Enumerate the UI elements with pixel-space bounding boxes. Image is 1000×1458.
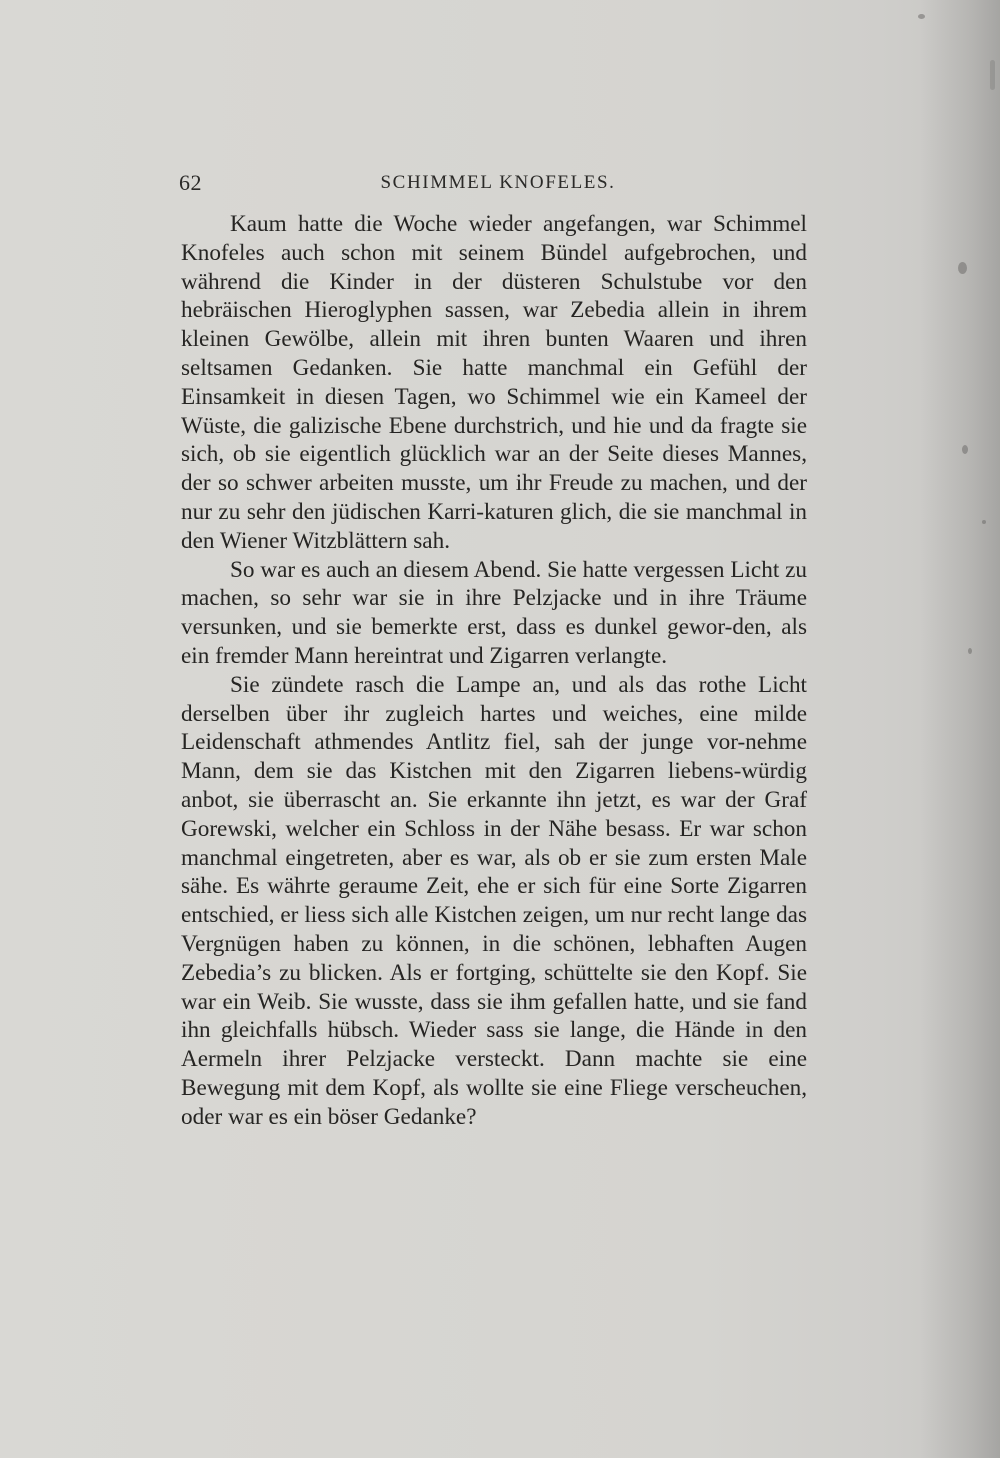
paper-speck xyxy=(982,520,986,524)
paragraph: Kaum hatte die Woche wieder angefangen, war Schimmel Knofeles auch schon mit seinem Bündel aufgebrochen, und während die Kinder in der düsteren Schulstube vor den hebräischen Hieroglyphen sassen, war Zebedia allein in ihrem kleinen Gewölbe, allein mit ihren bunten Waaren und ihren seltsamen Gedanken. Sie hatte manchmal ein Gefühl der Einsamkeit in diesen Tagen, wo Schimmel wie ein Kameel der Wüste, die galizische Ebene durchstrich, und hie und da fragte sie sich, ob sie eigentlich glücklich war an der Seite dieses Mannes, der so schwer arbeiten musste, um ihr Freude zu machen, und der nur zu sehr den jüdischen Karri-katuren glich, die sie manchmal in den Wiener Witzblättern sah. xyxy=(181,211,807,554)
paper-speck xyxy=(962,445,968,454)
paper-speck xyxy=(918,14,925,19)
paper-speck xyxy=(958,262,967,274)
paper-speck xyxy=(990,60,995,90)
page-edge-shadow xyxy=(920,0,1000,1458)
paragraph: Sie zündete rasch die Lampe an, und als das rothe Licht derselben über ihr zugleich hartes und weiches, eine milde Leidenschaft athmendes Antlitz fiel, sah der junge vor-nehme Mann, dem sie das Kistchen mit den Zigarren liebens-würdig anbot, sie überrascht an. Sie erkannte ihn jetzt, es war der Graf Gorewski, welcher ein Schloss in der Nähe besass. Er war schon manchmal eingetreten, aber es war, als ob er sie zum ersten Male sähe. Es währte geraume Zeit, ehe er sich für eine Sorte Zigarren entschied, er liess sich alle Kistchen zeigen, um nur recht lange das Vergnügen haben zu können, in die schönen, lebhaften Augen Zebedia’s zu blicken. Als er fortging, schüttelte sie den Kopf. Sie war ein Weib. Sie wusste, dass sie ihm gefallen hatte, und sie fand ihn gleichfalls hübsch. Wieder sass sie lange, die Hände in den Aermeln ihrer Pelzjacke versteckt. Dann machte sie eine Bewegung mit dem Kopf, als wollte sie eine Fliege verscheuchen, oder war es ein böser Gedanke? xyxy=(181,671,807,1130)
body-text xyxy=(181,210,807,1132)
running-head: SCHIMMEL KNOFELES. xyxy=(380,172,616,193)
page-header xyxy=(179,170,807,200)
page-number: 62 xyxy=(179,170,202,195)
paper-speck xyxy=(968,648,972,654)
paragraph: So war es auch an diesem Abend. Sie hatte vergessen Licht zu machen, so sehr war sie in ihre Pelzjacke und in ihre Träume versunken, und sie bemerkte erst, dass es dunkel gewor-den, als ein fremder Mann hereintrat und Zigarren verlangte. xyxy=(181,556,807,669)
